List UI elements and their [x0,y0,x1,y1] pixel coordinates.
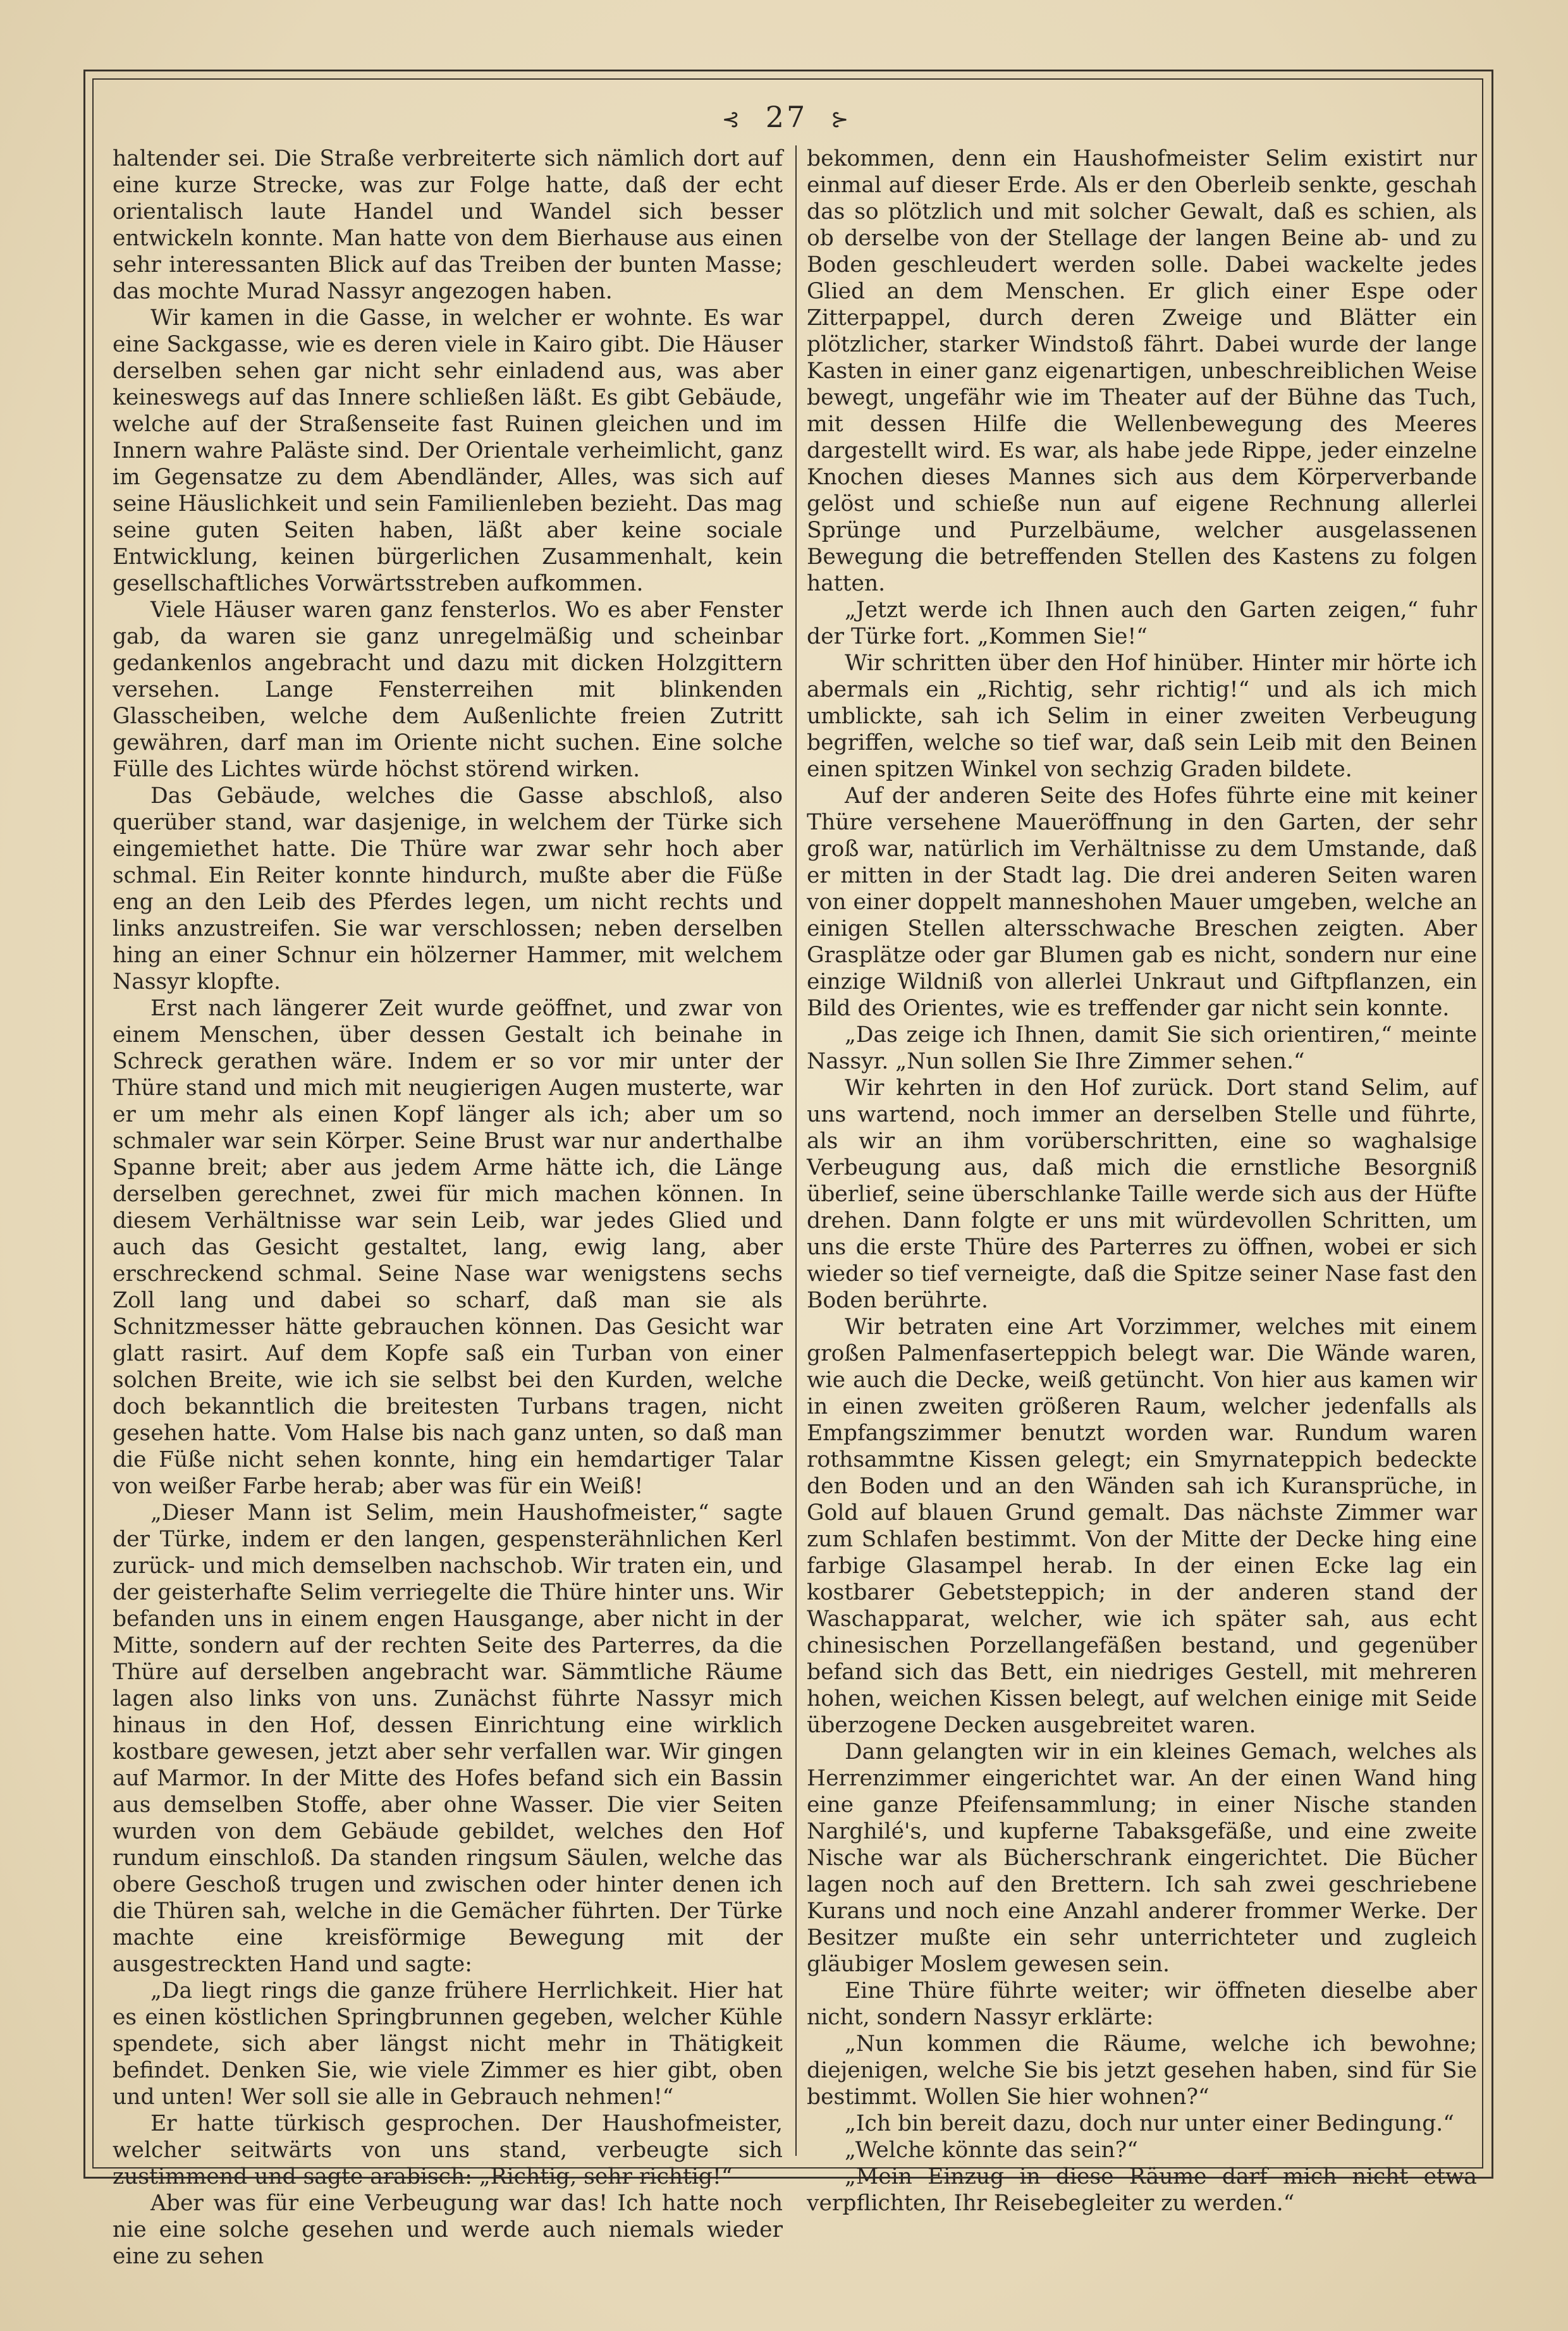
paragraph: Er hatte türkisch gesprochen. Der Haushofmeister, welcher seitwärts von uns stand, verbeugte sich zustimmend und sagte arabisch: „Richtig, sehr richtig!“ [113,2111,783,2189]
page-header [92,95,1481,139]
paragraph: Aber was für eine Verbeugung war das! Ich hatte noch nie eine solche gesehen und werde auch niemals wieder eine zu sehen [113,2191,783,2269]
paragraph: „Dieser Mann ist Selim, mein Haushofmeister,“ sagte der Türke, indem er den langen, gespensterähnlichen Kerl zurück- und mich demselben nachschob. Wir traten ein, und der geisterhafte Selim verriegelte die Thüre hinter uns. Wir befanden uns in einem engen Hausgange, aber nicht in der Mitte, sondern auf der rechten Seite des Parterres, da die Thüre auf derselben angebracht war. Sämmtliche Räume lagen also links von uns. Zunächst führte Nassyr mich hinaus in den Hof, dessen Einrichtung eine wirklich kostbare gewesen, jetzt aber sehr verfallen war. Wir gingen auf Marmor. In der Mitte des Hofes befand sich ein Bassin aus demselben Stoffe, aber ohne Wasser. Die vier Seiten wurden von dem Gebäude gebildet, welches den Hof rundum einschloß. Da standen ringsum Säulen, welche das obere Geschoß trugen und zwischen oder hinter denen ich die Thüren sah, welche in die Gemächer führten. Der Türke machte eine kreisförmige Bewegung mit der ausgestreckten Hand und sagte: [113,1500,783,1977]
paragraph: Wir kehrten in den Hof zurück. Dort stand Selim, auf uns wartend, noch immer an derselben Stelle und führte, als wir an ihm vorüberschritten, eine so waghalsige Verbeugung aus, daß mich die ernstliche Besorgniß überlief, seine überschlanke Taille werde sich aus der Hüfte drehen. Dann folgte er uns mit würdevollen Schritten, um uns die erste Thüre des Parterres zu öffnen, wobei er sich wieder so tief verneigte, daß die Spitze seiner Nase fast den Boden berührte. [807,1075,1477,1313]
paragraph: Wir kamen in die Gasse, in welcher er wohnte. Es war eine Sackgasse, wie es deren viele in Kairo gibt. Die Häuser derselben sehen gar nicht sehr einladend aus, was aber keineswegs auf das Innere schließen läßt. Es gibt Gebäude, welche auf der Straßenseite fast Ruinen gleichen und im Innern wahre Paläste sind. Der Orientale verheimlicht, ganz im Gegensatze zu dem Abendländer, Alles, was sich auf seine Häuslichkeit und sein Familienleben bezieht. Das mag seine guten Seiten haben, läßt aber keine sociale Entwicklung, keinen bürgerlichen Zusammenhalt, kein gesellschaftliches Vorwärtsstreben aufkommen. [113,305,783,596]
paragraph: Erst nach längerer Zeit wurde geöffnet, und zwar von einem Menschen, über dessen Gestalt ich beinahe in Schreck gerathen wäre. Indem er so vor mir unter der Thüre stand und mich mit neugierigen Augen musterte, war er um mehr als einen Kopf länger als ich; aber um so schmaler war sein Körper. Seine Brust war nur anderthalbe Spanne breit; aber aus jedem Arme hätte ich, die Länge derselben gerechnet, zwei für mich machen können. In diesem Verhältnisse war sein Leib, war jedes Glied und auch das Gesicht gestaltet, lang, ewig lang, aber erschreckend schmal. Seine Nase war wenigstens sechs Zoll lang und dabei so scharf, daß man sie als Schnitzmesser hätte gebrauchen können. Das Gesicht war glatt rasirt. Auf dem Kopfe saß ein Turban von einer solchen Breite, wie ich sie selbst bei den Kurden, welche doch bekanntlich die breitesten Turbans tragen, nicht gesehen hatte. Vom Halse bis nach ganz unten, so daß man die Füße nicht sehen konnte, hing ein hemdartiger Talar von weißer Farbe herab; aber was für ein Weiß! [113,996,783,1499]
paragraph: „Das zeige ich Ihnen, damit Sie sich orientiren,“ meinte Nassyr. „Nun sollen Sie Ihre Zimmer sehen.“ [807,1022,1477,1074]
paragraph: Eine Thüre führte weiter; wir öffneten dieselbe aber nicht, sondern Nassyr erklärte: [807,1978,1477,2030]
paragraph: „Ich bin bereit dazu, doch nur unter einer Bedingung.“ [845,2111,1454,2136]
paragraph: „Welche könnte das sein?“ [845,2138,1138,2163]
left-column [113,145,783,2269]
paragraph: Wir schritten über den Hof hinüber. Hinter mir hörte ich abermals ein „Richtig, sehr richtig!“ und als ich mich umblickte, sah ich Selim in einer zweiten Verbeugung begriffen, welche so tief war, daß sein Leib mit den Beinen einen spitzen Winkel von sechzig Graden bildete. [807,651,1477,782]
column-divider [795,145,797,2156]
paragraph: „Mein Einzug in diese Räume darf mich nicht etwa verpflichten, Ihr Reisebegleiter zu werden.“ [807,2164,1477,2216]
paragraph: bekommen, denn ein Haushofmeister Selim existirt nur einmal auf dieser Erde. Als er den Oberleib senkte, geschah das so plötzlich und mit solcher Gewalt, daß es schien, als ob derselbe von der Stellage der langen Beine ab- und zu Boden geschleudert werden solle. Dabei wackelte jedes Glied an dem Menschen. Er glich einer Espe oder Zitterpappel, durch deren Zweige und Blätter ein plötzlicher, starker Windstoß fährt. Dabei wurde der lange Kasten in einer ganz eigenartigen, unbeschreiblichen Weise bewegt, ungefähr wie im Theater auf der Bühne das Tuch, mit dessen Hilfe die Wellenbewegung des Meeres dargestellt wird. Es war, als habe jede Rippe, jeder einzelne Knochen dieses Mannes sich aus dem Körperverbande gelöst und schieße nun auf eigene Rechnung allerlei Sprünge und Purzelbäume, welcher ausgelassenen Bewegung die betreffenden Stellen des Kastens zu folgen hatten. [807,146,1477,596]
paragraph: „Jetzt werde ich Ihnen auch den Garten zeigen,“ fuhr der Türke fort. „Kommen Sie!“ [807,597,1477,649]
paragraph: „Nun kommen die Räume, welche ich bewohne; diejenigen, welche Sie bis jetzt gesehen haben, sind für Sie bestimmt. Wollen Sie hier wohnen?“ [807,2031,1477,2110]
paragraph: Viele Häuser waren ganz fensterlos. Wo es aber Fenster gab, da waren sie ganz unregelmäßig und scheinbar gedankenlos angebracht und dazu mit dicken Holzgittern versehen. Lange Fensterreihen mit blinkenden Glasscheiben, welche dem Außenlichte freien Zutritt gewähren, darf man im Oriente nicht suchen. Eine solche Fülle des Lichtes würde höchst störend wirken. [113,597,783,782]
right-column [807,145,1477,2216]
ornament-right-icon: ⊱ [830,107,852,132]
paragraph: Das Gebäude, welches die Gasse abschloß, also querüber stand, war dasjenige, in welchem der Türke sich eingemiethet hatte. Die Thüre war zwar sehr hoch aber schmal. Ein Reiter konnte hindurch, mußte aber die Füße eng an den Leib des Pferdes legen, um nicht rechts und links anzustreifen. Sie war verschlossen; neben derselben hing an einer Schnur ein hölzerner Hammer, mit welchem Nassyr klopfte. [113,783,783,994]
paragraph: Wir betraten eine Art Vorzimmer, welches mit einem großen Palmenfaserteppich belegt war. Die Wände waren, wie auch die Decke, weiß getüncht. Von hier aus kamen wir in einen zweiten größeren Raum, welcher jedenfalls als Empfangszimmer benutzt worden war. Rundum waren rothsammtne Kissen gelegt; ein Smyrnateppich bedeckte den Boden und an den Wänden sah ich Kuransprüche, in Gold auf blauen Grund gemalt. Das nächste Zimmer war zum Schlafen bestimmt. Von der Mitte der Decke hing eine farbige Glasampel herab. In der einen Ecke lag ein kostbarer Gebetsteppich; in der anderen stand der Waschapparat, welcher, wie ich später sah, aus echt chinesischen Porzellangefäßen bestand, und gegenüber befand sich das Bett, ein niedriges Gestell, mit mehreren hohen, weichen Kissen belegt, auf welchen einige mit Seide überzogene Decken ausgebreitet waren. [807,1314,1477,1738]
paragraph: Auf der anderen Seite des Hofes führte eine mit keiner Thüre versehene Maueröffnung in den Garten, der sehr groß war, natürlich im Verhältnisse zu dem Umstande, daß er mitten in der Stadt lag. Die drei anderen Seiten waren von einer doppelt manneshohen Mauer umgeben, welche an einigen Stellen altersschwache Breschen zeigten. Aber Grasplätze oder gar Blumen gab es nicht, sondern nur eine einzige Wildniß von allerlei Unkraut und Giftpflanzen, ein Bild des Orientes, wie es treffender gar nicht sein konnte. [807,783,1477,1021]
paragraph: „Da liegt rings die ganze frühere Herrlichkeit. Hier hat es einen köstlichen Springbrunnen gegeben, welcher Kühle spendete, sich aber längst nicht mehr in Thätigkeit befindet. Denken Sie, wie viele Zimmer es hier gibt, oben und unten! Wer soll sie alle in Gebrauch nehmen!“ [113,1978,783,2110]
ornament-left-icon: ⊰ [721,107,743,132]
paragraph: haltender sei. Die Straße verbreiterte sich nämlich dort auf eine kurze Strecke, was zur Folge hatte, daß der echt orientalisch laute Handel und Wandel sich besser entwickeln konnte. Man hatte von dem Bierhause aus einen sehr interessanten Blick auf das Treiben der bunten Masse; das mochte Murad Nassyr angezogen haben. [113,146,783,304]
paragraph: Dann gelangten wir in ein kleines Gemach, welches als Herrenzimmer eingerichtet war. An der einen Wand hing eine ganze Pfeifensammlung; in einer Nische standen Narghilé's, und kupferne Tabaksgefäße, und eine zweite Nische war als Bücherschrank eingerichtet. Die Bücher lagen noch auf den Brettern. Ich sah zwei geschriebene Kurans und noch eine Anzahl anderer frommer Werke. Der Besitzer mußte ein sehr unterrichteter und zugleich gläubiger Moslem gewesen sein. [807,1739,1477,1977]
page-number: 27 [765,100,808,134]
